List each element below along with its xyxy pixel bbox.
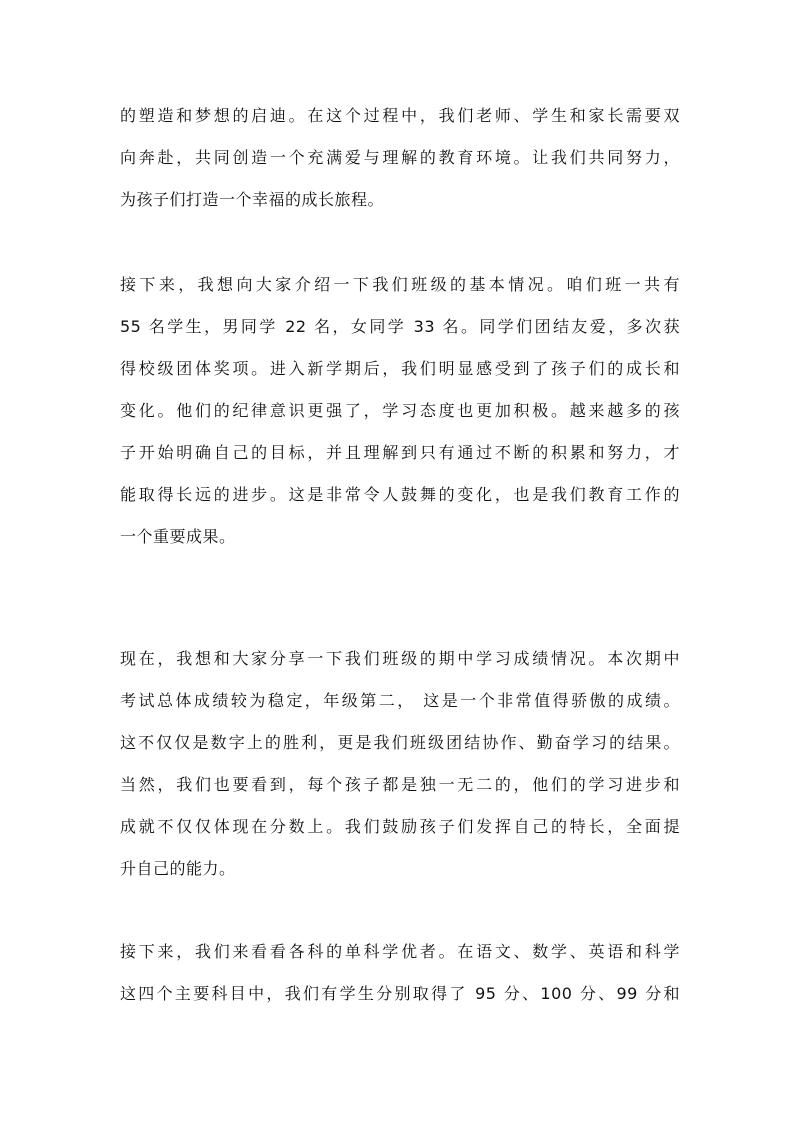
paragraph-3-line-3: 这不仅仅是数字上的胜利，更是我们班级团结协作、勤奋学习的结果。: [120, 733, 680, 752]
paragraph-2-line-1: 接下来，我想向大家介绍一下我们班级的基本情况。咱们班一共有: [120, 275, 680, 294]
paragraph-4-line-2: 这四个主要科目中，我们有学生分别取得了 95 分、100 分、99 分和: [120, 984, 680, 1003]
paragraph-1-line-3: 为孩子们打造一个幸福的成长旅程。: [120, 190, 385, 209]
paragraph-2-line-3: 得校级团体奖项。进入新学期后，我们明显感受到了孩子们的成长和: [120, 359, 680, 378]
paragraph-1-line-2: 向奔赴，共同创造一个充满爱与理解的教育环境。让我们共同努力，: [120, 148, 680, 167]
paragraph-3-line-6: 升自己的能力。: [120, 859, 236, 878]
paragraph-3-line-1: 现在，我想和大家分享一下我们班级的期中学习成绩情况。本次期中: [120, 649, 680, 668]
paragraph-1-line-1: 的塑造和梦想的启迪。在这个过程中，我们老师、学生和家长需要双: [120, 106, 680, 125]
paragraph-2-line-6: 能取得长远的进步。这是非常令人鼓舞的变化，也是我们教育工作的: [120, 485, 680, 504]
paragraph-3-line-5: 成就不仅仅体现在分数上。我们鼓励孩子们发挥自己的特长，全面提: [120, 817, 680, 836]
paragraph-2-line-5: 子开始明确自己的目标，并且理解到只有通过不断的积累和努力，才: [120, 443, 680, 462]
paragraph-2-line-7: 一个重要成果。: [120, 527, 236, 546]
paragraph-4-line-1: 接下来，我们来看看各科的单科学优者。在语文、数学、英语和科学: [120, 942, 680, 961]
paragraph-3-line-2: 考试总体成绩较为稳定，年级第二， 这是一个非常值得骄傲的成绩。: [120, 691, 680, 710]
paragraph-3-line-4: 当然，我们也要看到，每个孩子都是独一无二的，他们的学习进步和: [120, 775, 680, 794]
paragraph-2-line-4: 变化。他们的纪律意识更强了，学习态度也更加积极。越来越多的孩: [120, 401, 680, 420]
paragraph-2-line-2: 55 名学生，男同学 22 名，女同学 33 名。同学们团结友爱，多次获: [120, 317, 680, 336]
